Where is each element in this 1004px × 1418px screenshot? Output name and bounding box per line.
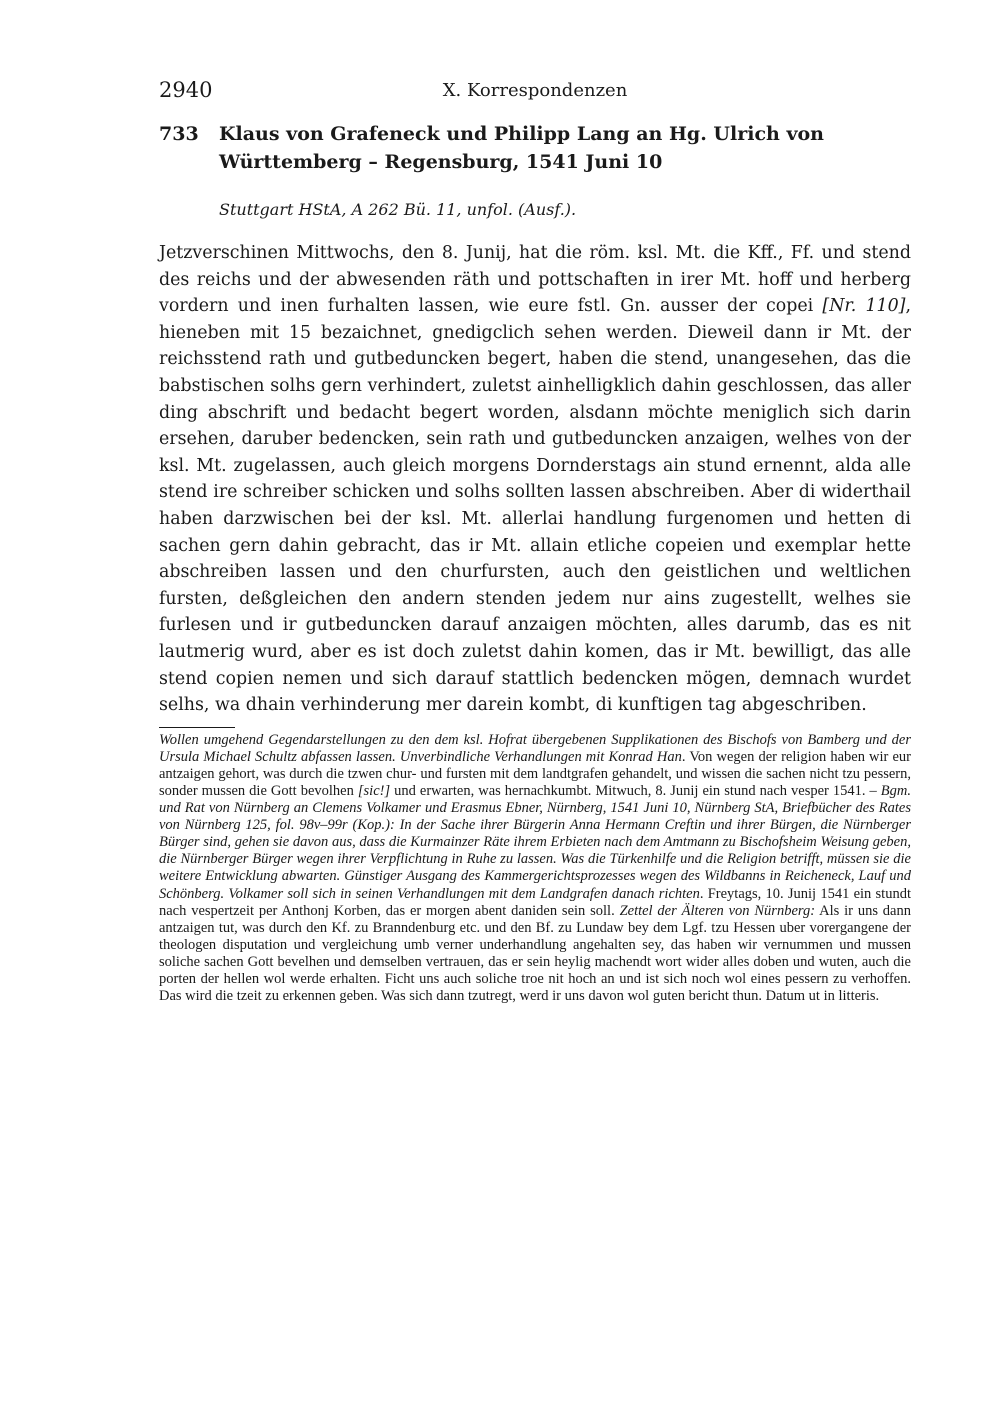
- footnote-rule: [159, 727, 235, 728]
- document-number: 733: [159, 123, 199, 145]
- footnote-summary-2: Bgm. und Rat von Nürnberg an Clemens Volkamer und Erasmus Ebner, Nürnberg, 1541 Juni 10, Nürnberg StA, Briefbücher des Rates von Nürnberg 125, fol. 98v–99r (Kop.): In der Sache ihrer Bürgerin Anna Hermann Creftin und ihrer Bürgen, die Nürnberger Bürger sind, gehen sie davon aus, dass die Kurmainzer Räte ihrem Erbieten nach dem Amtmann zu Bischofsheim Weisung geben, die Nürnberger Bürger wegen ihrer Verpflichtung in Ruhe zu lassen. Was die Türkenhilfe und die Religion betrifft, müssen sie die weitere Entwicklung abwarten. Günstiger Ausgang des Kammergerichtsprozesses wegen des Wildbanns in Reicheneck, Lauf und Schönberg. Volkamer soll sich in seinen Verhandlungen mit dem Landgrafen danach richten: [159, 782, 911, 902]
- main-text-part-1: Jetzverschinen Mittwochs, den 8. Junij, hat die röm. ksl. Mt. die Kff., Ff. und stend des reichs und der abwesenden räth und pottschaften in irer Mt. hoff und herberg vordern und inen furhalten lassen, wie eure fstl. Gn. ausser der copei: [159, 243, 911, 317]
- footnote-text-2: und erwarten, was hernachkumbt. Mitwuch, 8. Junij ein stund nach vesper 1541. –: [390, 782, 881, 799]
- footnote-summary-1: Wollen umgehend Gegendarstellungen zu den dem ksl. Hofrat übergebenen Supplikationen des Bischofs von Bamberg und der Ursula Michael Schultz abfassen lassen. Unverbindliche Verhandlungen mit Konrad Han: [159, 731, 911, 765]
- cross-reference: [Nr. 110]: [822, 296, 906, 317]
- running-title: X. Korrespondenzen: [442, 80, 628, 101]
- running-head: [159, 78, 911, 108]
- page-number: 2940: [159, 78, 213, 102]
- footnote-zettel-label: Zettel der Älteren von Nürnberg:: [619, 902, 816, 919]
- footnote: [159, 732, 911, 1006]
- page: [159, 78, 911, 1005]
- main-text: [159, 240, 911, 719]
- footnote-sic: [sic!]: [357, 782, 391, 799]
- main-text-part-2: , hieneben mit 15 bezaichnet, gnedigclich sehen werden. Dieweil dann ir Mt. der reichsstend rath und gutbeduncken begert, haben die stend, unangesehen, das die babstischen solhs gern verhindert, zuletst ainhelligklich dahin geschlossen, das aller ding abschrift und bedacht begert worden, alsdann möchte meniglich sich darin ersehen, daruber bedencken, sein rath und gutbeduncken anzaigen, welhes von der ksl. Mt. zugelassen, auch gleich morgens Dornderstags ain stund ernennt, alda alle stend ire schreiber schicken und solhs sollten lassen abschreiben. Aber di widerthail haben darzwischen bei der ksl. Mt. allerlai handlung furgenomen und hetten di sachen gern dahin gebracht, das ir Mt. allain etliche copeien und exemplar hette abschreiben lassen und den churfursten, auch den geistlichen und weltlichen fursten, deßgleichen den andern stenden jedem nur ains zugestellt, welhes sie furlesen und ir gutbeduncken darauf anzaigen möchten, alles darumb, das es nit lautmerig wurd, aber es ist doch zuletst dahin komen, das ir Mt. bewilligt, das alle stend copien nemen und sich darauf stattlich bedencken mögen, demnach wurdet selhs, wa dhain verhinderung mer darein kombt, di kunftigen tag abgeschriben.: [159, 296, 912, 716]
- footnote-text-4: Als ir uns dann antzaigen tut, was durch den Kf. zu Branndenburg etc. und den Bf. zu Lundaw bey dem Lgf. tzu Hessen uber vorergangene der theologen disputation und vergleichung umb verner underhandlung angehalten sey, das haben wir vernummen und mussen soliche sachen Gott bevelhen und demselben vertrauen, das er sein heylig machendt wort wider alles doben und wuten, auch die porten der hellen wol werde erhalten. Ficht uns auch soliche troe nit hoch an und ist sich noch wol eines pessern zu verhoffen. Das wird die tzeit zu erkennen geben. Was sich dann tzutregt, werd ir uns davon wol guten bericht thun. Datum ut in litteris.: [159, 902, 911, 1005]
- source-citation: Stuttgart HStA, A 262 Bü. 11, unfol. (Ausf.).: [219, 200, 577, 219]
- footnote-text-1: . Von wegen der religion haben wir eur antzaigen gehort, was durch die tzwen chur- und fursten mit dem landtgrafen gehandelt, und wissen die sachen nicht tzu pessern, sonder mussen die Gott bevolhen: [159, 748, 912, 799]
- document-title: Klaus von Grafeneck und Philipp Lang an Hg. Ulrich von Württemberg – Regensburg, 1541 Juni 10: [219, 123, 824, 173]
- document-heading: [159, 120, 911, 176]
- footnote-text-3: . Freytags, 10. Junij 1541 ein stundt nach vespertzeit per Anthonj Korben, das er morgen abent daniden sein soll.: [159, 885, 911, 919]
